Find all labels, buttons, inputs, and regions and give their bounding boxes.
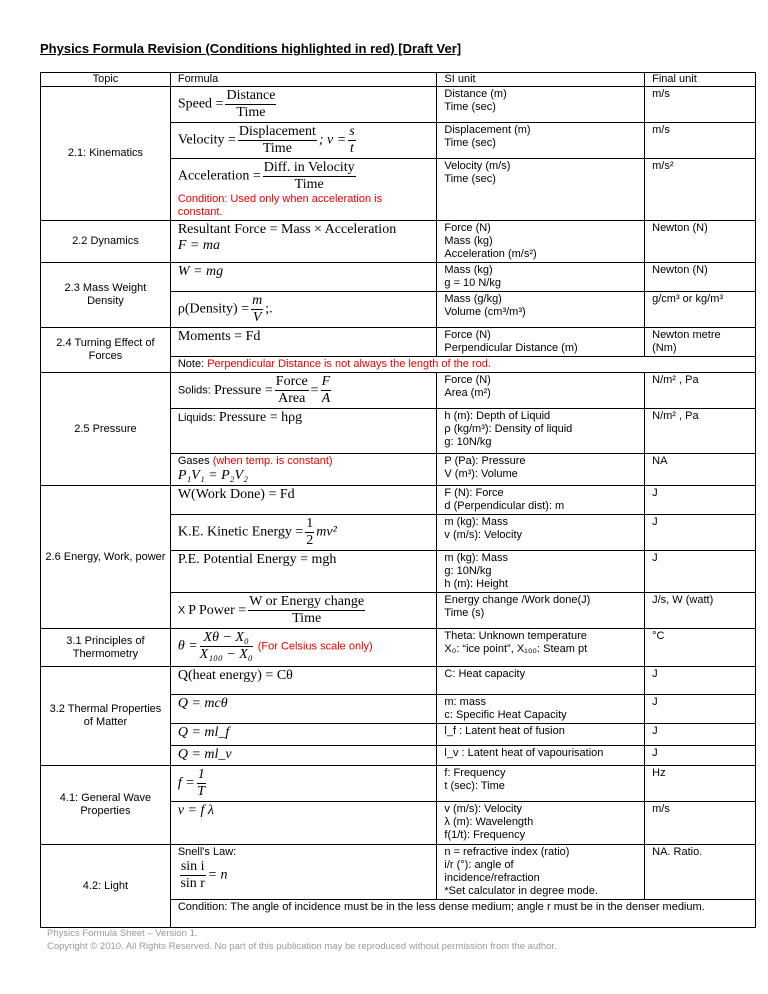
si-line: c: Specific Heat Capacity: [444, 709, 567, 721]
formula-tail: ;.: [265, 301, 273, 317]
si-unit: [437, 409, 645, 454]
final-unit: N/m² , Pa: [645, 373, 756, 409]
formula-lhs: ρ(Density) =: [177, 301, 250, 317]
si-line: X₀: “ice point”, X₁₀₀: Steam pt: [444, 643, 588, 655]
si-line: g = 10 N/kg: [444, 277, 501, 289]
table-header: [41, 73, 756, 87]
formula: [170, 409, 437, 454]
formula-tail: = n: [207, 867, 228, 883]
si-line: g: 10N/kg: [444, 436, 492, 448]
table-row: [41, 263, 756, 292]
fraction: [180, 859, 206, 892]
si-line: Distance (m): [444, 88, 507, 100]
si-line: v (m/s): Velocity: [444, 529, 523, 541]
final-unit: g/cm³ or kg/m³: [645, 292, 756, 328]
si-line: Energy change /Work done(J): [444, 594, 591, 606]
final-unit: m/s: [645, 87, 756, 123]
si-line: Velocity (m/s): [444, 160, 511, 172]
final-unit: J: [645, 695, 756, 724]
topic: 2.3 Mass Weight Density: [41, 263, 171, 328]
formula: P.E. Potential Energy = mgh: [170, 551, 437, 593]
table-row: [41, 486, 756, 515]
final-unit: J/s, W (watt): [645, 593, 756, 629]
denominator: Time: [294, 177, 324, 192]
si-line: λ (m): Wavelength: [444, 816, 534, 828]
final-unit: m/s: [645, 802, 756, 845]
si-line: Mass (g/kg): [444, 293, 502, 305]
table-row: [41, 328, 756, 357]
topic: 3.2 Thermal Properties of Matter: [41, 667, 171, 766]
numerator: s: [349, 124, 355, 139]
denominator: Area: [278, 391, 306, 406]
topic: 2.4 Turning Effect of Forces: [41, 328, 171, 373]
si-line: Theta: Unknown temperature: [444, 630, 587, 642]
footer-version: Physics Formula Sheet – Version 1.: [47, 928, 198, 939]
numerator: Displacement: [238, 124, 316, 139]
formula-lhs: Speed =: [177, 96, 224, 112]
fraction: [200, 630, 253, 663]
final-unit: J: [645, 667, 756, 695]
formula-mid: ; v =: [318, 132, 347, 148]
formula: [170, 629, 437, 667]
note-label: Note:: [177, 358, 205, 370]
si-line: i/r (°): angle of: [444, 859, 514, 871]
si-line: Time (sec): [444, 173, 496, 185]
table-row: [41, 766, 756, 802]
formula-prefix: Liquids:: [177, 412, 216, 424]
numerator: F: [321, 374, 331, 389]
note: [170, 357, 755, 373]
final-unit: Newton metre (Nm): [645, 328, 756, 357]
final-unit: m/s: [645, 123, 756, 159]
formula-line: F = ma: [177, 238, 220, 253]
table-row: [41, 87, 756, 123]
si-line: h (m): Depth of Liquid: [444, 410, 551, 422]
si-line: h (m): Height: [444, 578, 508, 590]
topic: 2.5 Pressure: [41, 373, 171, 486]
header-formula: Formula: [170, 73, 437, 87]
si-unit: [437, 515, 645, 551]
formula: Moments = Fd: [170, 328, 437, 357]
formula: v = f λ: [170, 802, 437, 845]
si-line: Mass (kg): [444, 235, 493, 247]
table-row: [41, 373, 756, 409]
formula: [170, 159, 437, 221]
si-line: n = refractive index (ratio): [444, 846, 570, 858]
final-unit: NA: [645, 454, 756, 486]
fraction: [275, 374, 309, 407]
si-unit: [437, 629, 645, 667]
footer-copyright: Copyright © 2010. All Rights Reserved. No part of this publication may be reproduced without permission from the author.: [47, 941, 557, 952]
si-unit: [437, 263, 645, 292]
numerator: 1: [197, 767, 205, 782]
final-unit: J: [645, 551, 756, 593]
topic: 2.2 Dynamics: [41, 221, 171, 263]
denominator: A: [321, 391, 331, 406]
formula: [170, 454, 437, 486]
condition-text: (For Celsius scale only): [257, 640, 373, 653]
topic: 4.2: Light: [41, 845, 171, 928]
formula: W(Work Done) = Fd: [170, 486, 437, 515]
si-unit: [437, 766, 645, 802]
si-line: Area (m²): [444, 387, 491, 399]
fraction: [248, 594, 365, 627]
header-final: Final unit: [645, 73, 756, 87]
si-line: m: mass: [444, 696, 486, 708]
si-unit: [437, 221, 645, 263]
fraction: [263, 160, 356, 193]
condition-text: Condition: Used only when acceleration is constant.: [177, 193, 383, 218]
si-line: F (N): Force: [444, 487, 504, 499]
header-topic: Topic: [41, 73, 171, 87]
si-line: Displacement (m): [444, 124, 531, 136]
numerator: sin i: [180, 859, 205, 874]
formula: Q = ml_v: [170, 746, 437, 766]
formula-lhs: K.E. Kinetic Energy =: [177, 524, 304, 540]
si-unit: [437, 454, 645, 486]
formula: [170, 845, 437, 900]
si-line: ρ (kg/m³): Density of liquid: [444, 423, 573, 435]
si-line: Perpendicular Distance (m): [444, 342, 578, 354]
table-row: [41, 845, 756, 900]
final-unit: Newton (N): [645, 221, 756, 263]
formula: [170, 123, 437, 159]
note-text: Perpendicular Distance is not always the length of the rod.: [207, 358, 491, 370]
si-unit: [437, 486, 645, 515]
condition-text: Condition: The angle of incidence must be in the less dense medium; angle r must be in the denser medium.: [170, 900, 755, 928]
formula-main: P₁V₁ = P₂V₂: [177, 468, 248, 483]
si-unit: [437, 802, 645, 845]
si-unit: l_f : Latent heat of fusion: [437, 724, 645, 746]
formula: [170, 515, 437, 551]
si-line: Volume (cm³/m³): [444, 306, 526, 318]
si-line: Force (N): [444, 329, 491, 341]
formula: Q = ml_f: [170, 724, 437, 746]
final-unit: N/m² , Pa: [645, 409, 756, 454]
denominator: T: [197, 784, 206, 799]
fraction: [251, 293, 263, 326]
si-line: t (sec): Time: [444, 780, 505, 792]
final-unit: J: [645, 486, 756, 515]
formula-prefix: Solids:: [177, 384, 211, 397]
si-line: g: 10N/kg: [444, 565, 492, 577]
fraction: [321, 374, 332, 407]
si-line: Time (sec): [444, 101, 496, 113]
denominator: Time: [262, 141, 292, 156]
table-row: [41, 221, 756, 263]
denominator: Time: [292, 611, 322, 626]
fraction: [225, 88, 276, 121]
si-line: f: Frequency: [444, 767, 506, 779]
denominator: t: [350, 141, 354, 156]
numerator: 1: [306, 516, 314, 531]
formula: Q(heat energy) = Cθ: [170, 667, 437, 695]
si-line: P (Pa): Pressure: [444, 455, 526, 467]
formula-lhs: Pressure =: [213, 382, 273, 398]
final-unit: NA. Ratio.: [645, 845, 756, 900]
condition-text: (when temp. is constant): [212, 455, 333, 467]
table-row: [41, 629, 756, 667]
si-unit: [437, 159, 645, 221]
si-line: v (m/s): Velocity: [444, 803, 523, 815]
numerator: Xθ − X₀: [200, 630, 253, 647]
formula: [170, 87, 437, 123]
formula-prefix: X: [177, 604, 186, 617]
formula-lhs: P Power =: [188, 602, 247, 618]
formula: W = mg: [170, 263, 437, 292]
formula-line: Resultant Force = Mass × Acceleration: [177, 222, 397, 237]
si-line: V (m³): Volume: [444, 468, 518, 480]
formula-prefix: Snell's Law:: [177, 846, 237, 858]
si-line: Acceleration (m/s²): [444, 248, 537, 260]
formula: [170, 593, 437, 629]
topic: 2.1: Kinematics: [41, 87, 171, 221]
final-unit: J: [645, 724, 756, 746]
formula-tail: mv²: [316, 524, 337, 540]
si-unit: [437, 87, 645, 123]
numerator: Distance: [226, 88, 276, 103]
si-line: d (Perpendicular dist): m: [444, 500, 565, 512]
formula: Solids: Pressure = $\frac{\text{Force}}{\text{Area}}$ = $\frac{F}{A}$: [170, 373, 437, 409]
final-unit: °C: [645, 629, 756, 667]
si-line: Mass (kg): [444, 264, 493, 276]
header-si: SI unit: [437, 73, 645, 87]
fraction: [348, 124, 355, 157]
si-unit: [437, 551, 645, 593]
topic: 4.1: General Wave Properties: [41, 766, 171, 845]
formula: Q = mcθ: [170, 695, 437, 724]
final-unit: Hz: [645, 766, 756, 802]
topic: 2.6 Energy, Work, power: [41, 486, 171, 629]
page-title: Physics Formula Revision (Conditions highlighted in red) [Draft Ver]: [40, 41, 462, 56]
formula-lhs: f =: [177, 775, 195, 791]
si-line: Time (sec): [444, 137, 496, 149]
final-unit: Newton (N): [645, 263, 756, 292]
si-line: Force (N): [444, 222, 491, 234]
si-unit: [437, 695, 645, 724]
formula: [170, 221, 437, 263]
formula-lhs: Velocity =: [177, 132, 236, 148]
si-unit: [437, 328, 645, 357]
formula-lhs: Acceleration =: [177, 168, 261, 184]
numerator: m: [252, 293, 263, 308]
si-line: m (kg): Mass: [444, 516, 508, 528]
final-unit: J: [645, 515, 756, 551]
formula: [170, 766, 437, 802]
formula: [170, 292, 437, 328]
denominator: sin r: [180, 876, 205, 891]
fraction: [238, 124, 317, 157]
si-line: incidence/refraction: [444, 872, 540, 884]
formula-main: Pressure = hρg: [218, 410, 303, 425]
si-unit: C: Heat capacity: [437, 667, 645, 695]
si-unit: [437, 593, 645, 629]
si-unit: [437, 292, 645, 328]
numerator: W or Energy change: [249, 594, 365, 609]
denominator: X₁₀₀ − X₀: [199, 647, 253, 662]
numerator: Force: [275, 374, 308, 389]
fraction: [197, 767, 206, 800]
si-line: Force (N): [444, 374, 491, 386]
final-unit: m/s²: [645, 159, 756, 221]
si-unit: [437, 123, 645, 159]
si-unit: [437, 845, 645, 900]
formula-lhs: θ =: [177, 638, 198, 654]
denominator: V: [252, 310, 262, 325]
si-line: m (kg): Mass: [444, 552, 508, 564]
numerator: Diff. in Velocity: [263, 160, 355, 175]
si-line: *Set calculator in degree mode.: [444, 885, 598, 897]
si-unit: [437, 373, 645, 409]
table-row: [41, 667, 756, 695]
denominator: 2: [306, 533, 314, 548]
formula-prefix: Gases: [177, 455, 210, 467]
topic: 3.1 Principles of Thermometry: [41, 629, 171, 667]
si-line: f(1/t): Frequency: [444, 829, 526, 841]
denominator: Time: [236, 105, 266, 120]
fraction: [305, 516, 314, 549]
formula-table: [40, 72, 756, 928]
si-line: Time (s): [444, 607, 485, 619]
final-unit: J: [645, 746, 756, 766]
si-unit: l_v : Latent heat of vapourisation: [437, 746, 645, 766]
